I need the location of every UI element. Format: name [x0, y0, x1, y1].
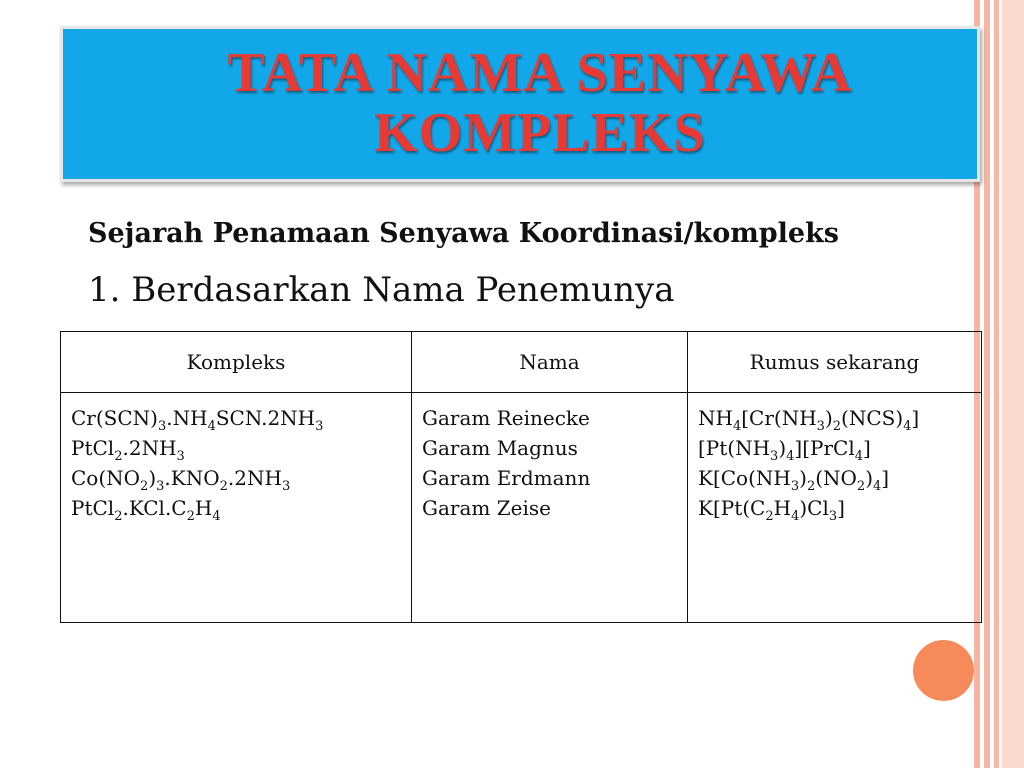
formula-text: ] [911, 406, 920, 430]
header-rumus: Rumus sekarang [688, 332, 982, 393]
title-banner [60, 26, 980, 182]
formula-subscript: 4 [786, 449, 795, 464]
formula-text: .2NH [227, 466, 282, 490]
formula-text: K[Co(NH [698, 466, 791, 490]
nama-item: Garam Magnus [422, 436, 578, 460]
formula-text: .KCl.C [122, 496, 187, 520]
stripe [1002, 0, 1024, 768]
formula-text: [Cr(NH [741, 406, 817, 430]
formula-subscript: 4 [732, 419, 742, 434]
formula-subscript: 2 [806, 479, 816, 494]
formula-text: SCN.2NH [215, 406, 316, 430]
formula-subscript: 2 [856, 479, 866, 494]
rumus-formula [698, 463, 971, 493]
formula-subscript: 2 [186, 509, 195, 524]
formula-subscript: 3 [176, 449, 185, 464]
formula-subscript: 3 [157, 419, 167, 434]
formula-text: (NCS) [841, 406, 904, 430]
formula-text: ] [863, 436, 871, 460]
formula-subscript: 3 [790, 479, 800, 494]
kompleks-formula [71, 403, 401, 433]
formula-text: Cr(SCN) [71, 406, 158, 430]
kompleks-formula [71, 493, 401, 523]
formula-text: PtCl [71, 436, 115, 460]
formula-text: ) [799, 466, 807, 490]
formula-subscript: 4 [791, 509, 800, 524]
nama-cell [412, 393, 688, 623]
formula-text: .KNO [164, 466, 220, 490]
section-subtitle: Sejarah Penamaan Senyawa Koordinasi/kompleks [88, 218, 839, 249]
formula-text: ) [824, 406, 833, 430]
formula-text: ][PrCl [794, 436, 855, 460]
rumus-formula [698, 493, 971, 523]
formula-subscript: 2 [765, 509, 774, 524]
formula-subscript: 2 [114, 509, 123, 524]
stripe [984, 0, 990, 768]
formula-subscript: 4 [212, 509, 221, 524]
formula-text: ] [837, 496, 845, 520]
formula-text: H [194, 496, 213, 520]
rumus-formula [698, 403, 971, 433]
title-line-2: KOMPLEKS [374, 102, 706, 164]
formula-text: PtCl [71, 496, 115, 520]
title-line-1: TATA NAMA SENYAWA [227, 42, 853, 104]
formula-text: ) [865, 466, 874, 490]
complex-table [60, 331, 982, 623]
formula-text: )Cl [799, 496, 829, 520]
formula-text: K[Pt(C [698, 496, 766, 520]
formula-text: H [773, 496, 792, 520]
formula-text: ] [881, 466, 890, 490]
formula-text: Co(NO [71, 466, 141, 490]
formula-subscript: 4 [873, 479, 882, 494]
formula-subscript: 3 [828, 509, 838, 524]
formula-text: .NH [166, 406, 208, 430]
formula-text: .2NH [122, 436, 177, 460]
formula-text: ) [148, 466, 157, 490]
formula-subscript: 4 [903, 419, 912, 434]
formula-subscript: 3 [770, 449, 779, 464]
formula-subscript: 2 [219, 479, 228, 494]
formula-subscript: 3 [156, 479, 165, 494]
formula-subscript: 2 [832, 419, 842, 434]
nama-item: Garam Zeise [422, 496, 551, 520]
formula-subscript: 3 [281, 479, 291, 494]
slide-title [63, 43, 977, 163]
formula-subscript: 2 [140, 479, 149, 494]
kompleks-formula [71, 433, 401, 463]
header-kompleks: Kompleks [61, 332, 412, 393]
table-row [61, 393, 982, 623]
formula-text: (NO [815, 466, 857, 490]
point-heading: 1. Berdasarkan Nama Penemunya [88, 270, 675, 310]
stripe [994, 0, 999, 768]
formula-subscript: 2 [114, 449, 123, 464]
formula-text: ) [778, 436, 787, 460]
decorative-circle [913, 640, 974, 701]
rumus-cell [688, 393, 982, 623]
formula-subscript: 3 [816, 419, 825, 434]
nama-item: Garam Erdmann [422, 466, 591, 490]
nama-item: Garam Reinecke [422, 406, 590, 430]
header-nama: Nama [412, 332, 688, 393]
kompleks-cell [61, 393, 412, 623]
formula-text: NH [698, 406, 733, 430]
formula-subscript: 4 [207, 419, 216, 434]
kompleks-formula [71, 463, 401, 493]
formula-subscript: 4 [854, 449, 864, 464]
table-header-row [61, 332, 982, 393]
formula-text: [Pt(NH [698, 436, 771, 460]
formula-subscript: 3 [315, 419, 324, 434]
rumus-formula [698, 433, 971, 463]
